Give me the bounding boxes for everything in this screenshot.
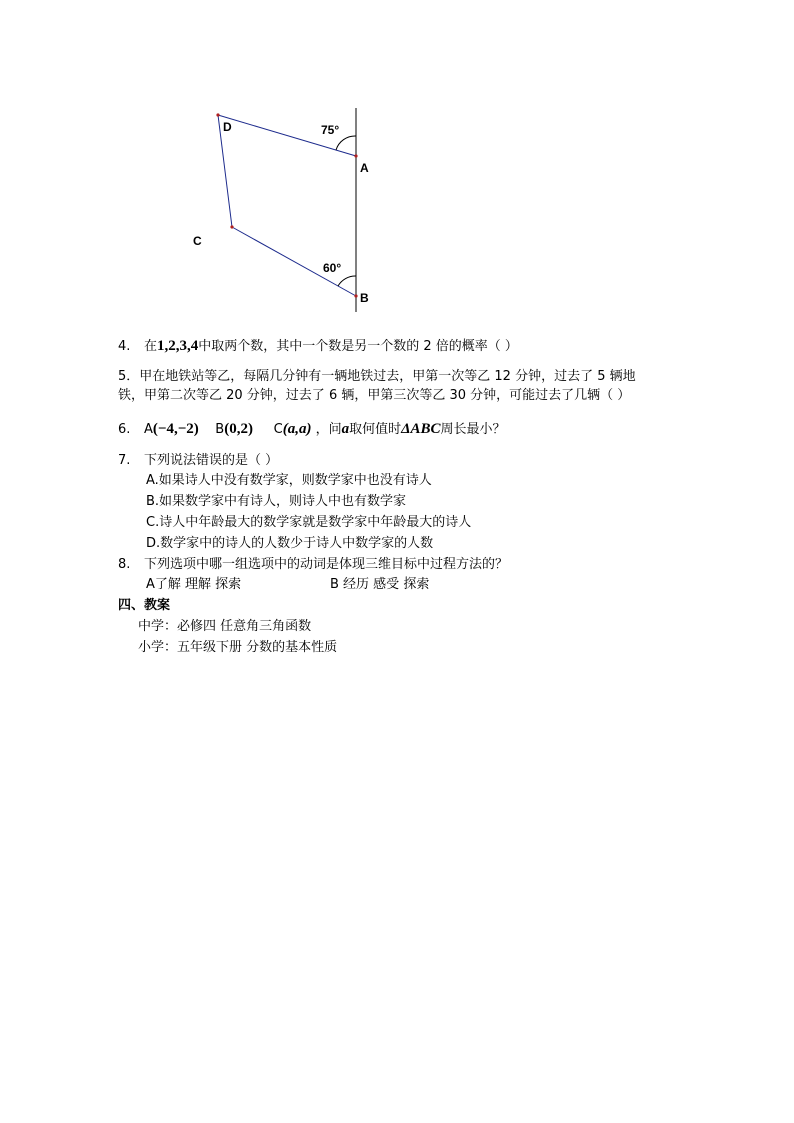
quadrilateral-figure xyxy=(0,0,794,330)
question-4 xyxy=(118,337,518,356)
angle-label-bottom: 60° xyxy=(323,261,342,275)
point-c-coord: (a,a) xyxy=(282,421,312,437)
question-4-number: 4. xyxy=(118,339,131,354)
label-a: A xyxy=(360,161,369,175)
question-7-option-c: C.诗人中年龄最大的数学家就是数学家中年龄最大的诗人 xyxy=(146,515,472,530)
variable-a: a xyxy=(341,421,350,437)
question-4-numbers: 1,2,3,4 xyxy=(157,338,199,354)
question-8-stem: 下列选项中哪一组选项中的动词是体现三维目标中过程方法的？ xyxy=(144,557,509,572)
question-8-option-a: A了解 理解 探索 xyxy=(146,577,242,592)
angle-arc-a xyxy=(336,136,356,150)
point-b-label: B xyxy=(215,422,225,437)
lesson-plan-primary-school: 小学：五年级下册 分数的基本性质 xyxy=(138,640,338,655)
label-b: B xyxy=(360,291,369,305)
point-c-label: C xyxy=(273,422,283,437)
question-7-number: 7. xyxy=(118,453,131,468)
triangle-abc: ΔABC xyxy=(401,421,441,437)
point-a xyxy=(354,154,357,157)
angle-label-top: 75° xyxy=(321,123,340,137)
point-a-coord: (−4,−2) xyxy=(152,421,199,437)
angle-arc-b xyxy=(338,276,356,286)
question-7-option-d: D.数学家中的诗人的人数少于诗人中数学家的人数 xyxy=(146,536,434,551)
point-b-coord: (0,2) xyxy=(224,421,253,437)
label-d: D xyxy=(223,120,232,134)
question-7-option-a: A.如果诗人中没有数学家，则数学家中也没有诗人 xyxy=(146,473,432,488)
point-a-label: A xyxy=(144,422,153,437)
question-6-end: 周长最小？ xyxy=(440,422,506,437)
question-7-stem: 下列说法错误的是（ ） xyxy=(144,453,279,468)
question-8-number: 8. xyxy=(118,557,131,572)
question-6-number: 6. xyxy=(118,422,131,437)
question-5-line-2: 铁，甲第二次等乙 20 分钟，过去了 6 辆，甲第三次等乙 30 分钟，可能过去了几辆（ ） xyxy=(118,388,631,403)
question-4-pre: 在 xyxy=(144,339,158,354)
point-d xyxy=(216,113,219,116)
question-7-option-b: B.如果数学家中有诗人，则诗人中也有数学家 xyxy=(146,494,407,509)
question-6-mid2: 取何值时 xyxy=(349,422,402,437)
question-6 xyxy=(118,420,506,439)
point-b xyxy=(354,294,357,297)
lesson-plan-middle-school: 中学：必修四 任意角三角函数 xyxy=(138,619,312,634)
question-7 xyxy=(118,452,278,470)
question-8-option-b: B 经历 感受 探索 xyxy=(330,577,430,592)
question-6-mid: ，问 xyxy=(315,422,342,437)
question-8 xyxy=(118,556,508,574)
point-c xyxy=(230,225,233,228)
question-4-text: 中取两个数，其中一个数是另一个数的 2 倍的概率（ ） xyxy=(198,339,518,354)
section-4-heading: 四、教案 xyxy=(118,598,171,613)
label-c: C xyxy=(193,234,202,248)
question-5-line-1: 5．甲在地铁站等乙，每隔几分钟有一辆地铁过去，甲第一次等乙 12 分钟，过去了 5 辆地 xyxy=(118,369,636,384)
